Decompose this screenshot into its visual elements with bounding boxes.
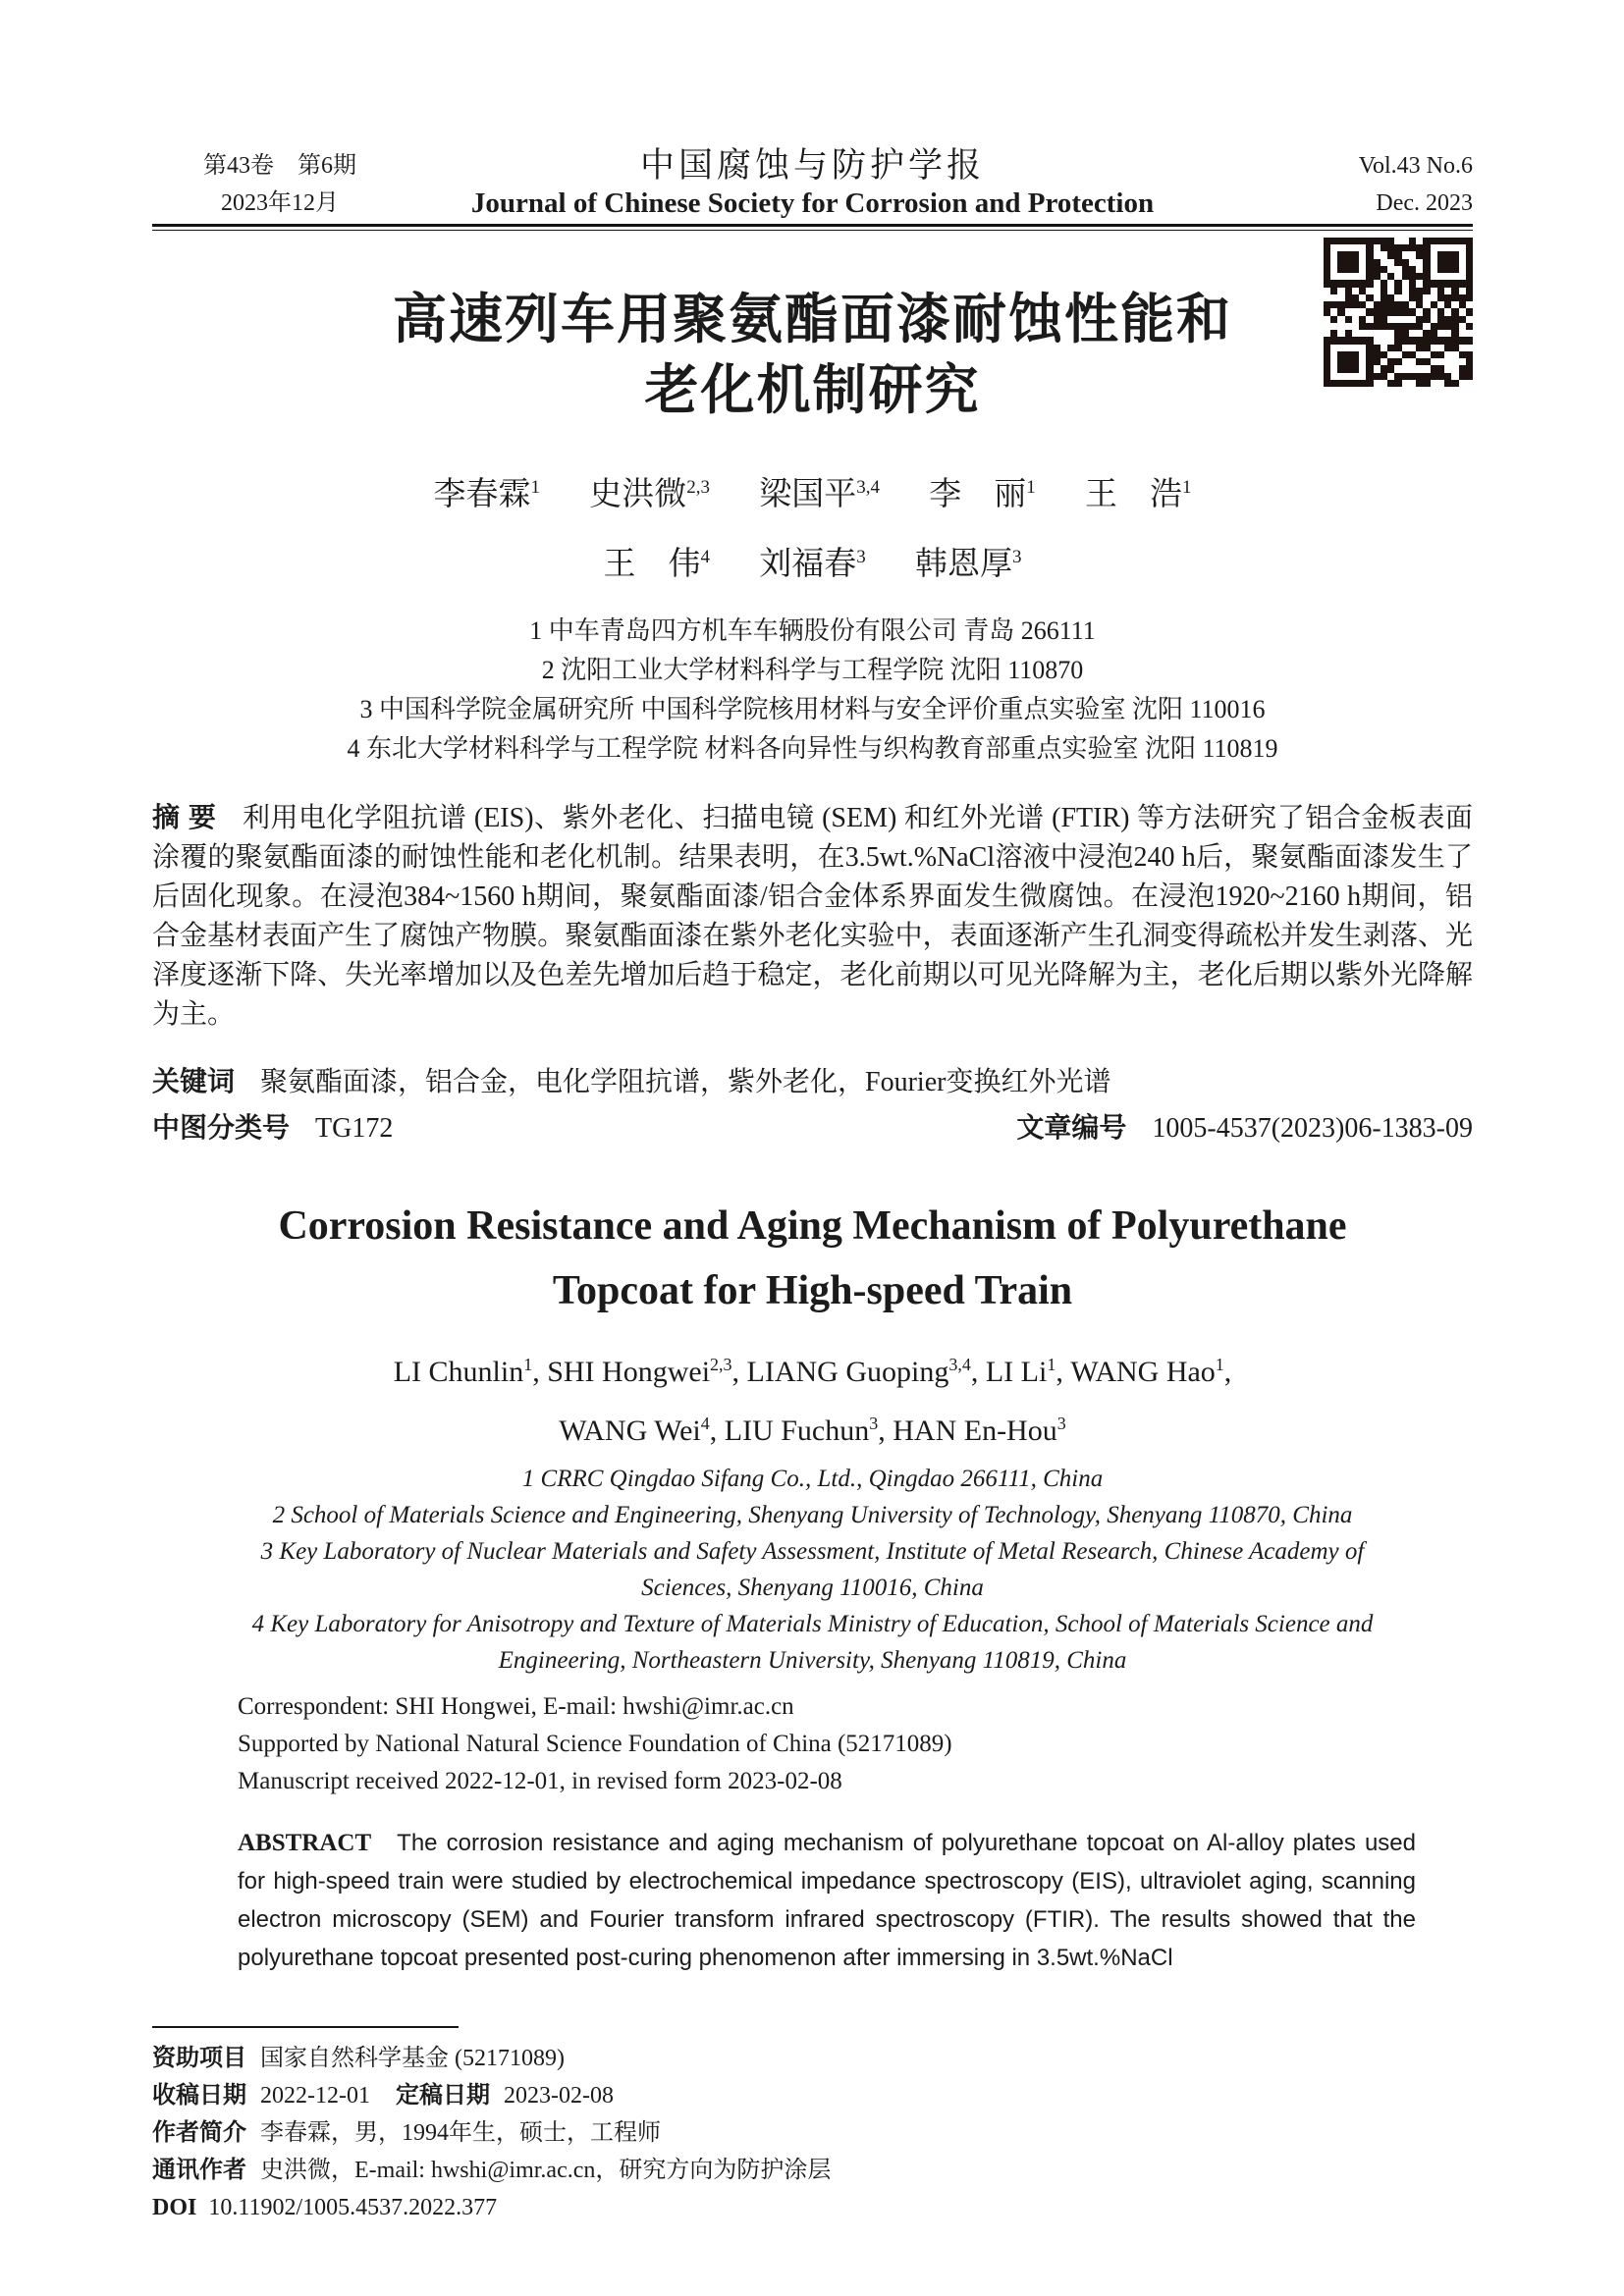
header-rule — [152, 224, 1473, 231]
authors-en-row2 — [152, 1398, 1473, 1457]
qr-code — [1324, 238, 1473, 387]
affiliation-en: 2 School of Materials Science and Engineering, Shenyang University of Technology, Shenyang 110870, China — [272, 1502, 1353, 1528]
authors-en — [152, 1339, 1473, 1457]
author-zh: 刘福春$^3$ — [759, 547, 866, 582]
correspondence-block — [152, 1688, 1473, 1800]
affiliation-zh: 3 中国科学院金属研究所 中国科学院核用材料与安全评价重点实验室 沈阳 110016 — [359, 695, 1266, 723]
footnote-correspondent: 通讯作者 史洪微，E-mail: hwshi@imr.ac.cn，研究方向为防护涂层 — [152, 2157, 832, 2183]
keywords-text: 聚氨酯面漆，铝合金，电化学阻抗谱，紫外老化，Fourier变换红外光谱 — [260, 1067, 1111, 1097]
author-en: LI Chunlin$^1$, — [393, 1355, 548, 1388]
affiliations-en — [152, 1461, 1473, 1679]
author-en: LI Li$^1$, — [985, 1355, 1071, 1388]
abstract-en-text: The corrosion resistance and aging mechanism of polyurethane topcoat on Al-alloy plates used for high-speed train were studied by electrochemical impedance spectroscopy (EIS), ultraviolet aging, scanning electron microscopy (SEM) and Fourier transform infrared spectroscopy (FTIR). The results showed that the polyurethane topcoat presented post-curing phenomenon after immersing in 3.5wt.%NaCl — [238, 1830, 1416, 1971]
affiliation-en: 1 CRRC Qingdao Sifang Co., Ltd., Qingdao 266111, China — [521, 1466, 1104, 1492]
journal-title-zh: 中国腐蚀与防护学报 — [639, 146, 985, 185]
author-en: SHI Hongwei$^{2,3}$, — [547, 1355, 747, 1388]
authors-zh-row1 — [152, 456, 1473, 526]
clc-number: 中图分类号 TG172 — [152, 1112, 394, 1144]
author-en: HAN En-Hou$^3$ — [893, 1414, 1066, 1447]
date-en: Dec. 2023 — [1376, 190, 1473, 216]
supported-line: Supported by National Natural Science Foundation of China (52171089) — [238, 1731, 952, 1757]
affiliation-zh: 2 沈阳工业大学材料科学与工程学院 沈阳 110870 — [541, 656, 1084, 684]
header-center — [407, 147, 1218, 222]
header-right — [1218, 147, 1473, 222]
footnote-bio: 作者简介 李春霖，男，1994年生，硕士，工程师 — [152, 2119, 661, 2146]
author-en: WANG Wei$^4$, — [559, 1414, 725, 1447]
correspondent-line: Correspondent: SHI Hongwei, E-mail: hwshi@imr.ac.cn — [238, 1693, 794, 1720]
author-en: LIANG Guoping$^{3,4}$, — [746, 1355, 986, 1388]
author-en: LIU Fuchun$^3$, — [724, 1414, 893, 1447]
author-zh: 李春霖$^1$ — [433, 477, 540, 512]
affiliation-en: Sciences, Shenyang 110016, China — [641, 1575, 984, 1601]
abstract-zh — [152, 798, 1473, 1035]
keywords-label: 关键词 — [152, 1066, 236, 1096]
article-id: 文章编号 1005-4537(2023)06-1383-09 — [1016, 1112, 1473, 1144]
article-title-en-line2: Topcoat for High-speed Train — [552, 1268, 1073, 1313]
author-zh: 史洪微$^{2,3}$ — [589, 477, 710, 512]
footnote-doi: DOI 10.11902/1005.4537.2022.377 — [152, 2195, 498, 2220]
footnote-dates: 收稿日期 2022-12-01 定稿日期 2023-02-08 — [152, 2082, 614, 2109]
footnote-fund: 资助项目 国家自然科学基金 (52171089) — [152, 2045, 565, 2071]
clc-row — [152, 1108, 1473, 1148]
keywords-zh — [152, 1062, 1473, 1102]
abstract-zh-label: 摘 要 — [152, 802, 217, 832]
affiliation-en: 3 Key Laboratory of Nuclear Materials and Safety Assessment, Institute of Metal Research, Chinese Academy of — [260, 1538, 1365, 1565]
article-title-zh-line1: 高速列车用聚氨酯面漆耐蚀性能和 — [392, 289, 1232, 349]
volume-issue-en: Vol.43 No.6 — [1358, 153, 1473, 179]
affiliation-en: Engineering, Northeastern University, Shenyang 110819, China — [498, 1647, 1127, 1674]
article-title-en — [152, 1194, 1473, 1323]
journal-title-en: Journal of Chinese Society for Corrosion and Protection — [470, 187, 1155, 219]
article-title-en-line1: Corrosion Resistance and Aging Mechanism of Polyurethane — [278, 1203, 1347, 1249]
footnote-rule — [152, 2026, 459, 2028]
header-left — [152, 147, 407, 222]
author-zh: 李 丽$^1$ — [929, 477, 1036, 512]
volume-issue-zh: 第43卷 第6期 — [203, 153, 356, 179]
affiliation-zh: 1 中车青岛四方机车车辆股份有限公司 青岛 266111 — [529, 616, 1096, 645]
affiliation-zh: 4 东北大学材料科学与工程学院 材料各向异性与织构教育部重点实验室 沈阳 110819 — [347, 734, 1278, 763]
footnote-block — [152, 2026, 1473, 2226]
author-zh: 韩恩厚$^3$ — [915, 547, 1022, 582]
affiliations-zh — [152, 612, 1473, 769]
author-en: WANG Hao$^1$, — [1070, 1355, 1232, 1388]
abstract-en — [152, 1824, 1473, 1977]
article-title-zh — [152, 284, 1473, 425]
authors-en-row1 — [152, 1339, 1473, 1398]
journal-header — [152, 147, 1473, 222]
authors-zh — [152, 456, 1473, 596]
affiliation-en: 4 Key Laboratory for Anisotropy and Texture of Materials Ministry of Education, School of Materials Science and — [251, 1611, 1374, 1637]
author-zh: 王 浩$^1$ — [1085, 477, 1192, 512]
article-title-zh-line2: 老化机制研究 — [644, 359, 981, 420]
manuscript-line: Manuscript received 2022-12-01, in revised form 2023-02-08 — [238, 1768, 842, 1794]
abstract-en-label: ABSTRACT — [238, 1830, 372, 1856]
date-zh: 2023年12月 — [221, 190, 339, 216]
author-zh: 梁国平$^{3,4}$ — [759, 477, 880, 512]
author-zh: 王 伟$^4$ — [603, 547, 710, 582]
authors-zh-row2 — [152, 526, 1473, 596]
abstract-zh-text: 利用电化学阻抗谱 (EIS)、紫外老化、扫描电镜 (SEM) 和红外光谱 (FTIR) 等方法研究了铝合金板表面涂覆的聚氨酯面漆的耐蚀性能和老化机制。结果表明，在3.5wt.%NaCl溶液中浸泡240 h后，聚氨酯面漆发生了后固化现象。在浸泡384~1560 h期间，聚氨酯面漆/铝合金体系界面发生微腐蚀。在浸泡1920~2160 h期间，铝合金基材表面产生了腐蚀产物膜。聚氨酯面漆在紫外老化实验中，表面逐渐产生孔洞变得疏松并发生剥落、光泽度逐渐下降、失光率增加以及色差先增加后趋于稳定，老化前期以可见光降解为主，老化后期以紫外光降解为主。 — [152, 803, 1473, 1030]
